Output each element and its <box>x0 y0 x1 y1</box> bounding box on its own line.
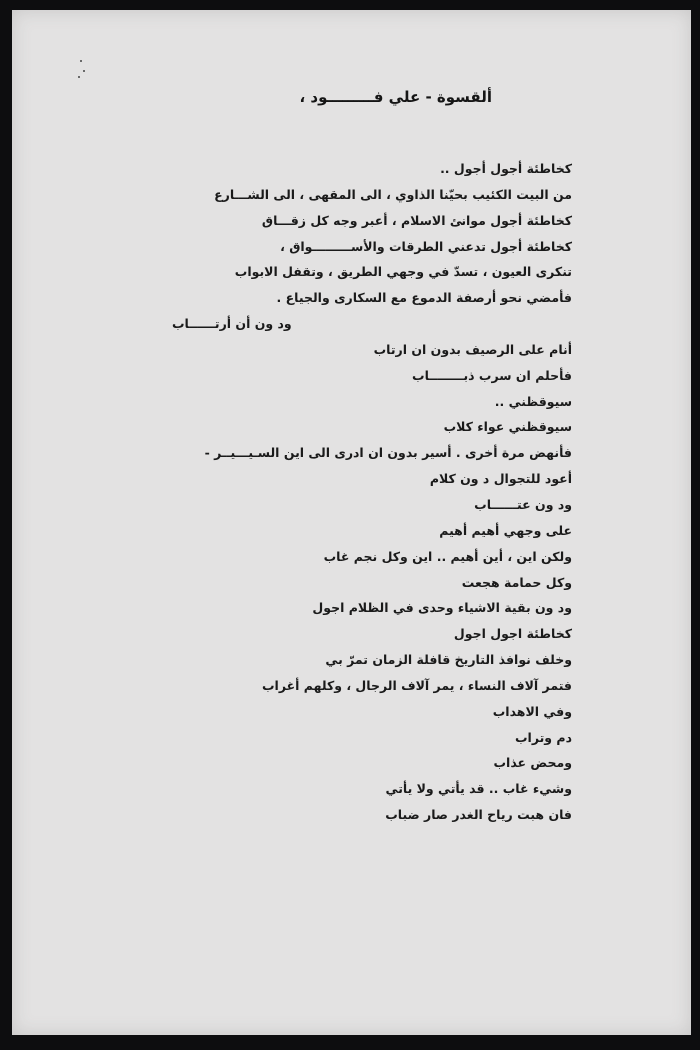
document-page <box>12 10 691 1035</box>
poem-line: أنام على الرصيف بدون ان ارتاب <box>373 341 572 357</box>
poem-line: ود ون بقية الاشياء وحدى في الظلام اجول <box>312 600 572 616</box>
poem-line: كخاطئة أجول أجول .. <box>440 161 572 176</box>
poem-line: من البيت الكئيب بحيّنا الذاوي ، الى المقهى ، الى الشـــارع <box>214 186 572 202</box>
poem-line: وخلف نوافذ التاريخ قافلة الزمان تمرّ بي <box>325 652 572 668</box>
poem-line: أعود للتجوال د ون كلام <box>429 471 572 487</box>
poem-line: ود ون أن أرتــــــاب <box>172 316 292 332</box>
poem-line: سيوقظني عواء كلاب <box>443 419 572 435</box>
speck-mark <box>78 76 80 78</box>
poem-line: وشيء غاب .. قد يأتي ولا يأتي <box>385 781 572 797</box>
speck-mark <box>80 60 82 62</box>
poem-line: على وجهي أهيم أهيم <box>439 522 572 538</box>
poem-line: ود ون عتــــــاب <box>474 496 572 512</box>
poem-line: كخاطئة اجول اجول <box>453 626 572 642</box>
poem-line: فان هبت رياح الغدر صار ضباب <box>385 807 572 823</box>
poem-line: فتمر آلاف النساء ، يمر آلاف الرجال ، وكلهم أغراب <box>261 677 572 693</box>
poem-line: فأمضي نحو أرصفة الدموع مع السكارى والجياع . <box>276 290 572 306</box>
poem-title: ألقسوة - علي فـــــــــود ، <box>299 88 492 106</box>
poem-line: فأحلم ان سرب ذبــــــــاب <box>412 367 572 383</box>
poem-line: فأنهض مرة أخرى . أسير بدون ان ادرى الى اين السـيـــيــر - <box>204 445 572 461</box>
poem-body <box>172 156 572 828</box>
poem-line: سيوقظني .. <box>494 393 572 409</box>
poem-line: تنكرى العيون ، تسدّ في وجهي الطريق ، وتقفل الابواب <box>234 264 572 280</box>
poem-line: كخاطئة أجول تدعني الطرقات والأســـــــــواق ، <box>280 238 572 254</box>
poem-line: وفي الاهداب <box>492 703 572 719</box>
speck-mark <box>83 70 85 72</box>
poem-line: وكل حمامة هجعت <box>461 574 572 590</box>
poem-line: دم وتراب <box>514 729 572 745</box>
poem-line: ولكن اين ، أين أهيم .. اين وكل نجم غاب <box>323 548 572 564</box>
poem-line: ومحض عذاب <box>493 755 572 771</box>
poem-line: كخاطئة أجول موانئ الاسلام ، أعبر وجه كل زقـــاق <box>261 212 572 228</box>
